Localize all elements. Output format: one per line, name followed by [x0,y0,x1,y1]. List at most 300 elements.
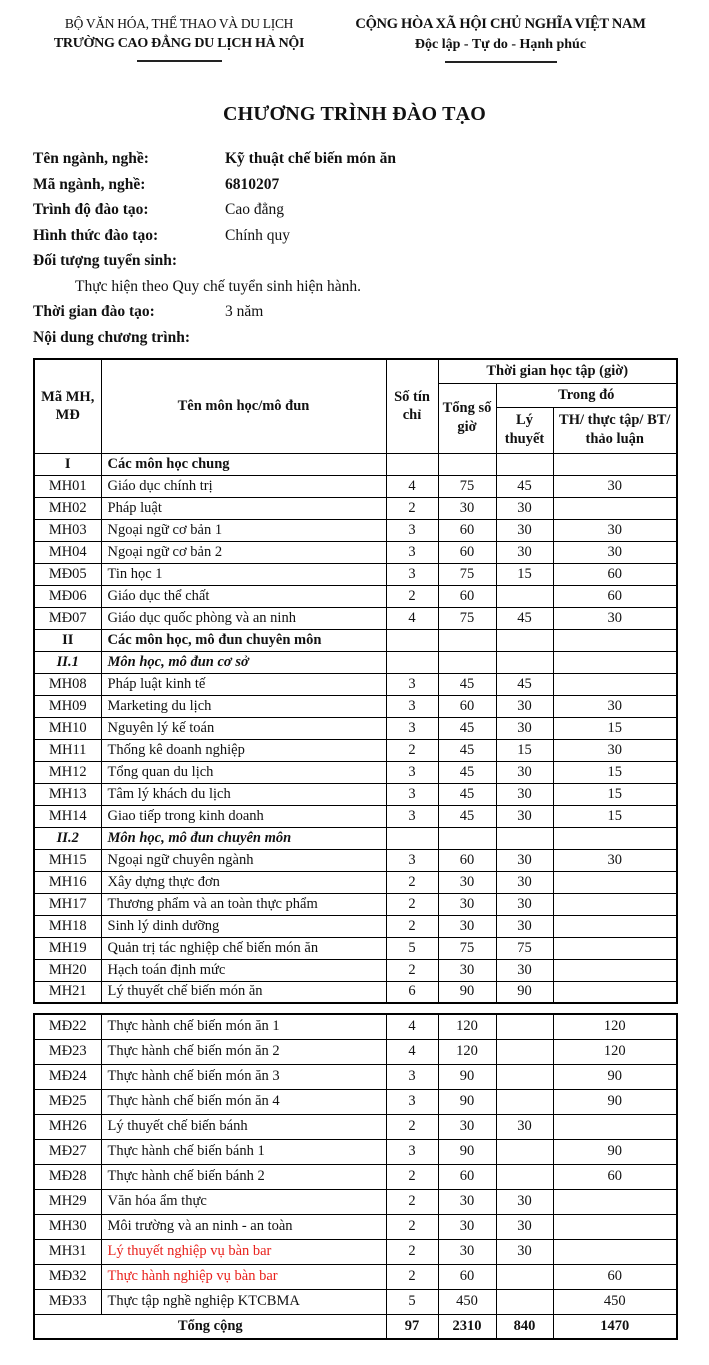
cell-credits: 3 [386,783,438,805]
cell-credits: 3 [386,695,438,717]
section-row [34,651,677,673]
cell-total [438,827,496,849]
cell-practice: 30 [553,607,677,629]
cell-name: Pháp luật [101,497,386,519]
cell-theory [496,585,553,607]
field-value: Chính quy [225,226,291,244]
cell-theory: 30 [496,761,553,783]
cell-total: 120 [438,1014,496,1039]
course-row [34,959,677,981]
cell-practice [553,959,677,981]
cell-total: 30 [438,915,496,937]
curriculum-table-footer [34,1314,677,1339]
curriculum-table-body-part1 [34,453,677,1003]
cell-practice [553,673,677,695]
course-row [34,805,677,827]
cell-credits: 2 [386,1189,438,1214]
cell-practice: 120 [553,1014,677,1039]
cell-theory: 30 [496,1114,553,1139]
cell-code: II.2 [34,827,101,849]
cell-practice: 15 [553,805,677,827]
cell-credits [386,453,438,475]
cell-practice [553,827,677,849]
cell-name: Thực hành chế biến món ăn 3 [101,1064,386,1089]
cell-name: Văn hóa ẩm thực [101,1189,386,1214]
cell-code: MĐ25 [34,1089,101,1114]
cell-total: 75 [438,937,496,959]
cell-practice: 450 [553,1289,677,1314]
cell-total: 60 [438,849,496,871]
cell-total: 45 [438,739,496,761]
cell-name: Thực hành chế biến bánh 1 [101,1139,386,1164]
cell-code: II [34,629,101,651]
cell-name: Thực hành chế biến món ăn 2 [101,1039,386,1064]
cell-theory: 90 [496,981,553,1003]
cell-practice: 120 [553,1039,677,1064]
cell-total: 45 [438,673,496,695]
field-label: Đối tượng tuyển sinh: [33,252,178,269]
cell-credits: 2 [386,959,438,981]
cell-code: MH12 [34,761,101,783]
cell-name: Ngoại ngữ chuyên ngành [101,849,386,871]
cell-practice [553,651,677,673]
cell-total: 30 [438,1239,496,1264]
cell-name: Thực hành chế biến món ăn 4 [101,1089,386,1114]
cell-name: Các môn học chung [101,453,386,475]
course-row [34,1114,677,1139]
cell-credits: 3 [386,1089,438,1114]
cell-name: Thực hành chế biến bánh 2 [101,1164,386,1189]
cell-credits [386,827,438,849]
course-row [34,563,677,585]
cell-theory: 30 [496,1239,553,1264]
cell-total: 45 [438,805,496,827]
cell-name: Pháp luật kinh tế [101,673,386,695]
cell-credits: 4 [386,1039,438,1064]
cell-credits: 2 [386,585,438,607]
cell-theory: 30 [496,1189,553,1214]
course-row [34,1014,677,1039]
course-row [34,1239,677,1264]
cell-total: 30 [438,1114,496,1139]
course-row [34,1289,677,1314]
curriculum-table-part1 [33,358,678,1004]
cell-credits: 4 [386,475,438,497]
page-title: CHƯƠNG TRÌNH ĐÀO TẠO [222,103,487,125]
cell-name: Ngoại ngữ cơ bản 2 [101,541,386,563]
cell-code: MĐ27 [34,1139,101,1164]
cell-total: 60 [438,695,496,717]
national-motto: Độc lập - Tự do - Hạnh phúc [414,37,587,52]
cell-theory: 15 [496,563,553,585]
ministry-name: BỘ VĂN HÓA, THỂ THAO VÀ DU LỊCH [64,16,294,31]
cell-theory: 30 [496,915,553,937]
cell-code: II.1 [34,651,101,673]
field-label: Thời gian đào tạo: [33,303,155,320]
course-row [34,849,677,871]
cell-name: Xây dựng thực đơn [101,871,386,893]
national-motto-block [325,14,676,63]
course-row [34,783,677,805]
cell-total: 30 [438,497,496,519]
program-info [33,150,676,354]
course-row [34,585,677,607]
cell-theory: 30 [496,541,553,563]
cell-code: MH09 [34,695,101,717]
cell-credits [386,629,438,651]
cell-total [438,651,496,673]
admission-note [33,278,676,304]
cell-practice [553,937,677,959]
cell-name: Nguyên lý kế toán [101,717,386,739]
cell-credits: 6 [386,981,438,1003]
cell-code: MH01 [34,475,101,497]
cell-code: MH11 [34,739,101,761]
cell-credits: 3 [386,541,438,563]
cell-credits: 2 [386,871,438,893]
cell-total: 90 [438,1064,496,1089]
cell-name: Lý thuyết chế biến bánh [101,1114,386,1139]
cell-code: MĐ32 [34,1264,101,1289]
course-row [34,673,677,695]
cell-code: MH19 [34,937,101,959]
field-label: Trình độ đào tạo: [33,201,149,218]
cell-name: Tin học 1 [101,563,386,585]
cell-credits: 5 [386,1289,438,1314]
cell-code: MĐ07 [34,607,101,629]
letterhead-divider-right [445,61,557,63]
course-row [34,871,677,893]
cell-total: 45 [438,783,496,805]
cell-name: Giao tiếp trong kinh doanh [101,805,386,827]
cell-total: 75 [438,475,496,497]
cell-name: Giáo dục chính trị [101,475,386,497]
cell-theory [496,1064,553,1089]
cell-code: MĐ06 [34,585,101,607]
field-label: Mã ngành, nghề: [33,175,146,193]
total-practice: 1470 [553,1314,677,1339]
field-label: Tên ngành, nghề: [33,150,149,167]
cell-theory [496,453,553,475]
cell-credits: 5 [386,937,438,959]
cell-code: MH17 [34,893,101,915]
course-row [34,1039,677,1064]
cell-name: Ngoại ngữ cơ bản 1 [101,519,386,541]
cell-total: 90 [438,1089,496,1114]
cell-code: MH31 [34,1239,101,1264]
cell-credits: 2 [386,1164,438,1189]
cell-theory: 30 [496,1214,553,1239]
field-label: Nội dung chương trình: [33,328,190,346]
total-label: Tổng cộng [34,1314,386,1339]
cell-credits: 2 [386,1264,438,1289]
cell-code: MH08 [34,673,101,695]
cell-name: Thống kê doanh nghiệp [101,739,386,761]
cell-theory: 30 [496,783,553,805]
cell-practice: 30 [553,475,677,497]
course-row [34,1214,677,1239]
cell-code: MH10 [34,717,101,739]
header-name: Tên môn học/mô đun [101,359,386,453]
cell-practice [553,915,677,937]
cell-total: 45 [438,761,496,783]
cell-theory [496,629,553,651]
cell-practice: 30 [553,541,677,563]
cell-name: Marketing du lịch [101,695,386,717]
info-line-duration [33,303,676,329]
cell-name: Hạch toán định mức [101,959,386,981]
cell-total [438,453,496,475]
cell-name: Giáo dục thể chất [101,585,386,607]
cell-code: MH14 [34,805,101,827]
cell-code: MH26 [34,1114,101,1139]
field-value: Cao đẳng [225,201,284,218]
cell-theory [496,651,553,673]
cell-name: Tổng quan du lịch [101,761,386,783]
total-theory: 840 [496,1314,553,1339]
cell-credits: 4 [386,1014,438,1039]
cell-name: Môi trường và an ninh - an toàn [101,1214,386,1239]
cell-practice: 60 [553,1264,677,1289]
cell-code: MH16 [34,871,101,893]
info-line-admission-target [33,252,676,278]
cell-code: MĐ24 [34,1064,101,1089]
cell-name: Thực hành chế biến món ăn 1 [101,1014,386,1039]
course-row [34,739,677,761]
country-name: CỘNG HÒA XÃ HỘI CHỦ NGHĨA VIỆT NAM [355,16,646,32]
school-name: TRƯỜNG CAO ĐẲNG DU LỊCH HÀ NỘI [53,36,305,51]
section-row [34,827,677,849]
cell-practice: 30 [553,739,677,761]
cell-theory: 30 [496,497,553,519]
admission-note-text: Thực hiện theo Quy chế tuyển sinh hiện hành. [75,277,362,295]
cell-practice: 30 [553,849,677,871]
course-row [34,1064,677,1089]
cell-credits: 3 [386,717,438,739]
cell-theory: 30 [496,695,553,717]
cell-practice [553,871,677,893]
header-total-hours: Tổng số giờ [438,383,496,453]
header-code: Mã MH, MĐ [34,359,101,453]
cell-name: Thương phẩm và an toàn thực phẩm [101,893,386,915]
cell-name: Giáo dục quốc phòng và an ninh [101,607,386,629]
cell-theory: 30 [496,871,553,893]
cell-theory [496,1264,553,1289]
cell-credits: 2 [386,893,438,915]
cell-practice [553,629,677,651]
cell-code: MH02 [34,497,101,519]
cell-credits: 2 [386,1239,438,1264]
cell-total: 30 [438,871,496,893]
cell-code: MĐ22 [34,1014,101,1039]
cell-credits: 3 [386,805,438,827]
cell-theory: 45 [496,607,553,629]
cell-credits: 3 [386,519,438,541]
cell-theory: 75 [496,937,553,959]
cell-total: 30 [438,959,496,981]
cell-code: MH15 [34,849,101,871]
cell-practice: 90 [553,1139,677,1164]
cell-code: I [34,453,101,475]
cell-total: 450 [438,1289,496,1314]
cell-code: MH30 [34,1214,101,1239]
cell-theory: 45 [496,475,553,497]
cell-name: Thực tập nghề nghiệp KTCBMA [101,1289,386,1314]
header-practice: TH/ thực tập/ BT/ thảo luận [553,407,677,453]
cell-total: 30 [438,893,496,915]
course-row [34,695,677,717]
cell-practice: 15 [553,783,677,805]
cell-practice [553,1239,677,1264]
cell-name: Quản trị tác nghiệp chế biến món ăn [101,937,386,959]
cell-total: 90 [438,981,496,1003]
course-row [34,1089,677,1114]
cell-total: 30 [438,1189,496,1214]
cell-theory: 30 [496,893,553,915]
cell-practice [553,981,677,1003]
letterhead [33,14,676,63]
cell-name: Môn học, mô đun chuyên môn [101,827,386,849]
cell-credits: 3 [386,761,438,783]
cell-practice: 15 [553,761,677,783]
cell-total: 45 [438,717,496,739]
curriculum-table-header [34,359,677,453]
cell-practice: 15 [553,717,677,739]
cell-credits: 2 [386,497,438,519]
cell-practice: 30 [553,519,677,541]
cell-name: Lý thuyết nghiệp vụ bàn bar [101,1239,386,1264]
cell-practice: 60 [553,563,677,585]
cell-practice [553,497,677,519]
cell-total: 60 [438,519,496,541]
cell-practice: 60 [553,585,677,607]
cell-theory: 30 [496,519,553,541]
cell-total: 75 [438,563,496,585]
letterhead-divider-left [137,60,222,62]
field-value: 6810207 [225,175,280,193]
course-row [34,761,677,783]
cell-credits: 3 [386,1064,438,1089]
cell-practice [553,1114,677,1139]
cell-theory [496,1089,553,1114]
cell-name: Thực hành nghiệp vụ bàn bar [101,1264,386,1289]
cell-code: MH03 [34,519,101,541]
cell-name: Môn học, mô đun cơ sở [101,651,386,673]
cell-code: MĐ33 [34,1289,101,1314]
cell-name: Sinh lý dinh dưỡng [101,915,386,937]
cell-total: 60 [438,541,496,563]
cell-theory: 30 [496,805,553,827]
cell-practice [553,453,677,475]
cell-credits: 3 [386,563,438,585]
cell-code: MĐ23 [34,1039,101,1064]
cell-credits: 3 [386,1139,438,1164]
cell-theory [496,1039,553,1064]
cell-total: 60 [438,1264,496,1289]
cell-practice: 90 [553,1064,677,1089]
cell-code: MH13 [34,783,101,805]
cell-name: Tâm lý khách du lịch [101,783,386,805]
course-row [34,475,677,497]
cell-practice [553,1189,677,1214]
field-label: Hình thức đào tạo: [33,226,159,244]
cell-practice [553,1214,677,1239]
course-row [34,1164,677,1189]
cell-code: MH18 [34,915,101,937]
course-row [34,607,677,629]
cell-total: 90 [438,1139,496,1164]
info-line-major-name [33,150,676,176]
cell-practice: 30 [553,695,677,717]
cell-theory: 30 [496,959,553,981]
course-row [34,893,677,915]
cell-total: 75 [438,607,496,629]
cell-theory: 45 [496,673,553,695]
course-row [34,981,677,1003]
cell-total: 60 [438,585,496,607]
course-row [34,937,677,959]
cell-theory: 15 [496,739,553,761]
cell-credits: 2 [386,1214,438,1239]
cell-practice: 90 [553,1089,677,1114]
cell-total: 120 [438,1039,496,1064]
info-line-training-level [33,201,676,227]
cell-code: MĐ28 [34,1164,101,1189]
header-theory: Lý thuyết [496,407,553,453]
course-row [34,915,677,937]
course-row [34,497,677,519]
cell-code: MH29 [34,1189,101,1214]
cell-theory: 30 [496,717,553,739]
cell-credits: 3 [386,673,438,695]
section-row [34,453,677,475]
course-row [34,541,677,563]
issuing-authority-block [33,14,325,62]
cell-credits: 4 [386,607,438,629]
field-value: 3 năm [225,303,264,320]
cell-code: MH04 [34,541,101,563]
course-row [34,717,677,739]
cell-total [438,629,496,651]
course-row [34,519,677,541]
cell-code: MH20 [34,959,101,981]
cell-theory [496,1139,553,1164]
cell-total: 30 [438,1214,496,1239]
info-line-training-form [33,227,676,253]
cell-name: Lý thuyết chế biến món ăn [101,981,386,1003]
cell-theory: 30 [496,849,553,871]
cell-name: Các môn học, mô đun chuyên môn [101,629,386,651]
cell-practice: 60 [553,1164,677,1189]
cell-credits: 2 [386,915,438,937]
header-time-group: Thời gian học tập (giờ) [438,359,677,383]
section-row [34,629,677,651]
cell-credits: 2 [386,1114,438,1139]
info-line-major-code [33,176,676,202]
field-value: Kỹ thuật chế biến món ăn [225,150,396,167]
header-credits: Số tín chỉ [386,359,438,453]
cell-practice [553,893,677,915]
cell-total: 60 [438,1164,496,1189]
total-row [34,1314,677,1339]
curriculum-table-body-part2 [34,1014,677,1314]
cell-credits: 3 [386,849,438,871]
cell-theory [496,827,553,849]
total-credits: 97 [386,1314,438,1339]
cell-theory [496,1289,553,1314]
info-line-content-heading [33,329,676,355]
course-row [34,1264,677,1289]
